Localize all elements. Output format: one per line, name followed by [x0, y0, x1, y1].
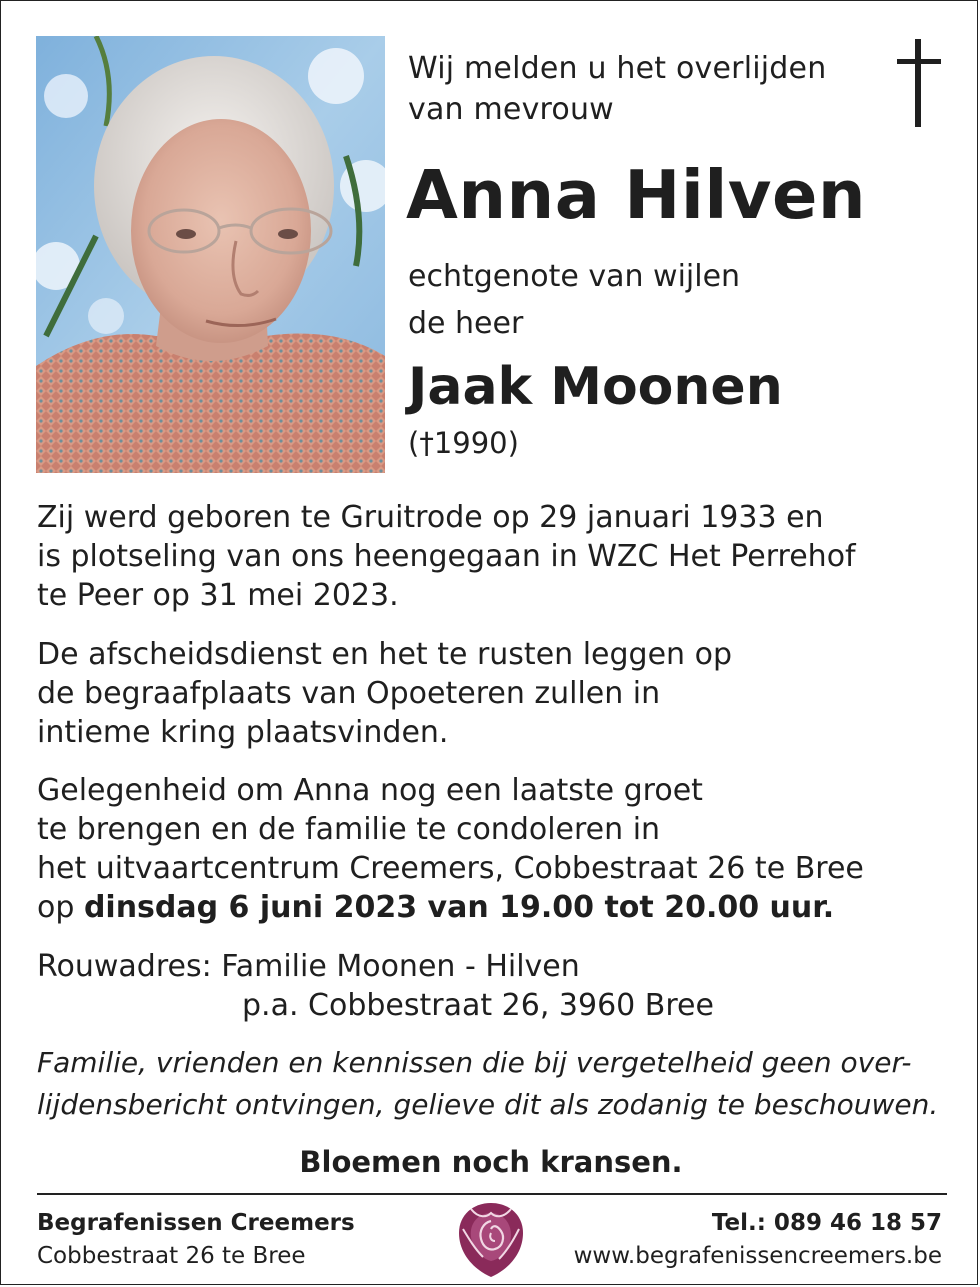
visitation-prefix: op	[37, 890, 84, 925]
visitation-line-4	[37, 888, 864, 927]
mourning-address-line-2: p.a. Cobbestraat 26, 3960 Bree	[242, 988, 714, 1023]
visitation-line-1: Gelegenheid om Anna nog een laatste groet	[37, 773, 703, 808]
intro-line-1: Wij melden u het overlijden	[408, 51, 827, 86]
visitation-datetime: dinsdag 6 juni 2023 van 19.00 tot 20.00 uur.	[83, 890, 835, 925]
portrait-photo	[36, 36, 385, 473]
flowers-note: Bloemen noch kransen.	[299, 1145, 683, 1179]
birth-line-1: Zij werd geboren te Gruitrode op 29 januari 1933 en	[37, 500, 824, 535]
visitation-line-3: het uitvaartcentrum Creemers, Cobbestraat 26 te Bree	[37, 851, 864, 886]
notice-line-1: Familie, vrienden en kennissen die bij vergetelheid geen over-	[37, 1046, 912, 1079]
birth-line-2: is plotseling van ons heengegaan in WZC Het Perrehof	[37, 539, 856, 574]
spouse-name: Jaak Moonen	[408, 357, 783, 417]
service-line-2: de begraafplaats van Opoeteren zullen in	[37, 676, 661, 711]
visitation-line-2: te brengen en de familie te condoleren in	[37, 812, 661, 847]
birth-paragraph	[37, 498, 856, 615]
service-paragraph	[37, 635, 732, 752]
cross-icon	[897, 39, 941, 127]
company-name: Begrafenissen Creemers	[37, 1210, 355, 1236]
footer-divider	[37, 1193, 947, 1195]
company-website[interactable]: www.begrafenissencreemers.be	[573, 1243, 942, 1269]
spouse-intro-line-2: de heer	[408, 306, 524, 341]
service-line-3: intieme kring plaatsvinden.	[37, 715, 449, 750]
spouse-death-year: (†1990)	[408, 426, 519, 460]
rose-logo-icon	[453, 1199, 529, 1281]
company-phone: Tel.: 089 46 18 57	[711, 1210, 942, 1236]
visitation-paragraph	[37, 771, 864, 927]
deceased-name: Anna Hilven	[406, 156, 867, 234]
intro-line-2: van mevrouw	[408, 92, 614, 127]
notice-line-2: lijdensbericht ontvingen, gelieve dit als zodanig te beschouwen.	[37, 1088, 939, 1121]
mourning-address-line-1: Rouwadres: Familie Moonen - Hilven	[37, 949, 580, 984]
announcement-intro	[408, 48, 826, 130]
spouse-intro	[408, 253, 740, 347]
notice-paragraph	[37, 1042, 938, 1126]
spouse-intro-line-1: echtgenote van wijlen	[408, 259, 741, 294]
service-line-1: De afscheidsdienst en het te rusten leggen op	[37, 637, 732, 672]
company-address: Cobbestraat 26 te Bree	[37, 1243, 306, 1269]
birth-line-3: te Peer op 31 mei 2023.	[37, 578, 399, 613]
